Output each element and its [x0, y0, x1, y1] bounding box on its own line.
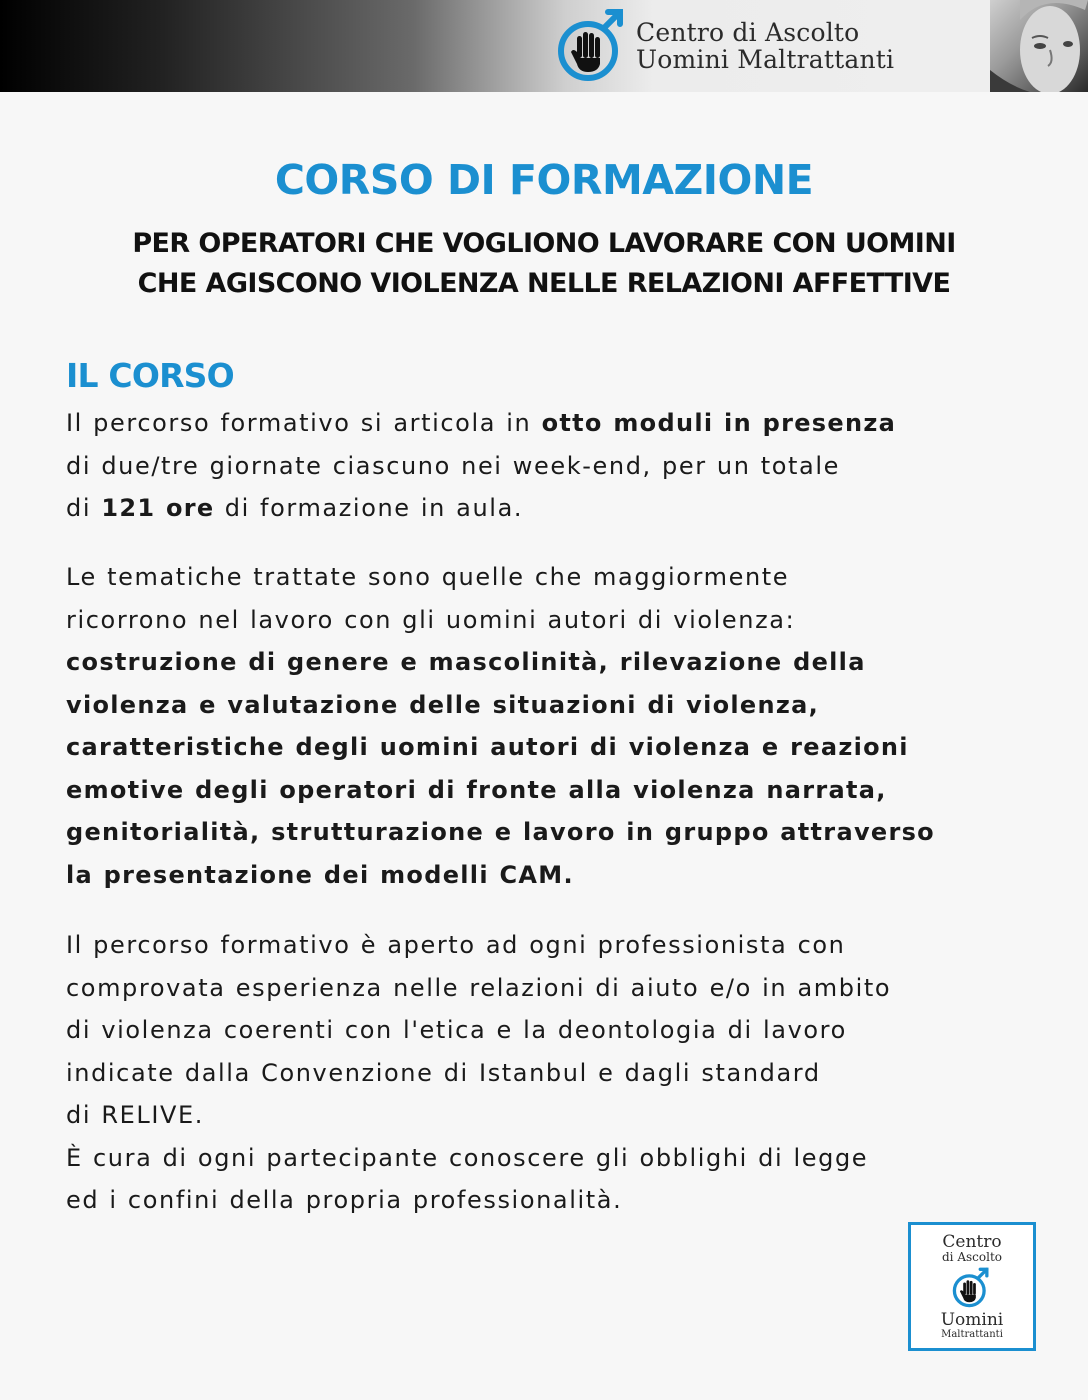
text-line: È cura di ogni partecipante conoscere gli obblighi di legge: [66, 1143, 869, 1172]
bold-text: otto moduli in presenza: [541, 409, 897, 437]
bold-text: 121 ore: [101, 494, 215, 522]
text-line: ed i confini della propria professionalità.: [66, 1186, 623, 1214]
footer-logo-line-1: Centro: [942, 1231, 1002, 1252]
text-line: Il percorso formativo è aperto ad ogni professionista con: [66, 931, 846, 959]
footer-logo-line-2: di Ascolto: [942, 1249, 1002, 1264]
bold-text-line: violenza e valutazione delle situazioni di violenza,: [66, 690, 820, 719]
text-line: ricorrono nel lavoro con gli uomini autori di violenza:: [66, 605, 796, 634]
page-title: CORSO DI FORMAZIONE: [274, 156, 814, 204]
portrait-photo: [990, 0, 1088, 92]
text-line: Le tematiche trattate sono quelle che maggiormente: [66, 563, 790, 591]
brand-line-1: Centro di Ascolto: [636, 18, 860, 47]
bold-text-line: la presentazione dei modelli CAM.: [66, 860, 574, 889]
text-run: Il percorso formativo si articola in: [66, 409, 542, 437]
text-run: di: [66, 494, 102, 522]
text-line: di due/tre giornate ciascuno nei week-end, per un totale: [66, 451, 840, 480]
subtitle-line: PER OPERATORI CHE VOGLIONO LAVORARE CON UOMINI: [132, 228, 956, 259]
brand-line-2: Uomini Maltrattanti: [636, 45, 895, 74]
bold-text-line: costruzione di genere e mascolinità, rilevazione della: [66, 648, 866, 676]
subtitle-line: CHE AGISCONO VIOLENZA NELLE RELAZIONI AFFETTIVE: [137, 268, 951, 299]
hand-male-symbol-logo-icon: [950, 1266, 994, 1310]
text-line: comprovata esperienza nelle relazioni di aiuto e/o in ambito: [66, 973, 892, 1002]
footer-logo: [908, 1222, 1036, 1351]
brand-name: [636, 19, 894, 73]
text-line: di violenza coerenti con l'etica e la deontologia di lavoro: [66, 1016, 847, 1044]
portrait-face-image: [990, 0, 1088, 92]
footer-logo-line-4: Maltrattanti: [941, 1328, 1003, 1340]
text-run: di formazione in aula.: [214, 494, 524, 522]
text-line: indicate dalla Convenzione di Istanbul e dagli standard: [66, 1058, 821, 1087]
bold-text-line: caratteristiche degli uomini autori di violenza e reazioni: [66, 733, 909, 761]
page-subtitle: [60, 224, 1028, 304]
hand-male-symbol-logo-icon: [558, 6, 628, 86]
text-line: [66, 487, 1026, 530]
paragraph-requirements: [66, 924, 1026, 1222]
paragraph-intro: [66, 402, 1026, 530]
bold-text-line: emotive degli operatori di fronte alla violenza narrata,: [66, 775, 887, 804]
section-heading: IL CORSO: [66, 356, 234, 395]
footer-logo-line-3: Uomini: [940, 1309, 1004, 1330]
header-brand: [556, 0, 990, 92]
paragraph-topics: [66, 556, 1026, 896]
text-line: [66, 402, 1026, 445]
bold-text-line: genitorialità, strutturazione e lavoro in gruppo attraverso: [66, 818, 935, 846]
text-line: di RELIVE.: [66, 1101, 205, 1129]
